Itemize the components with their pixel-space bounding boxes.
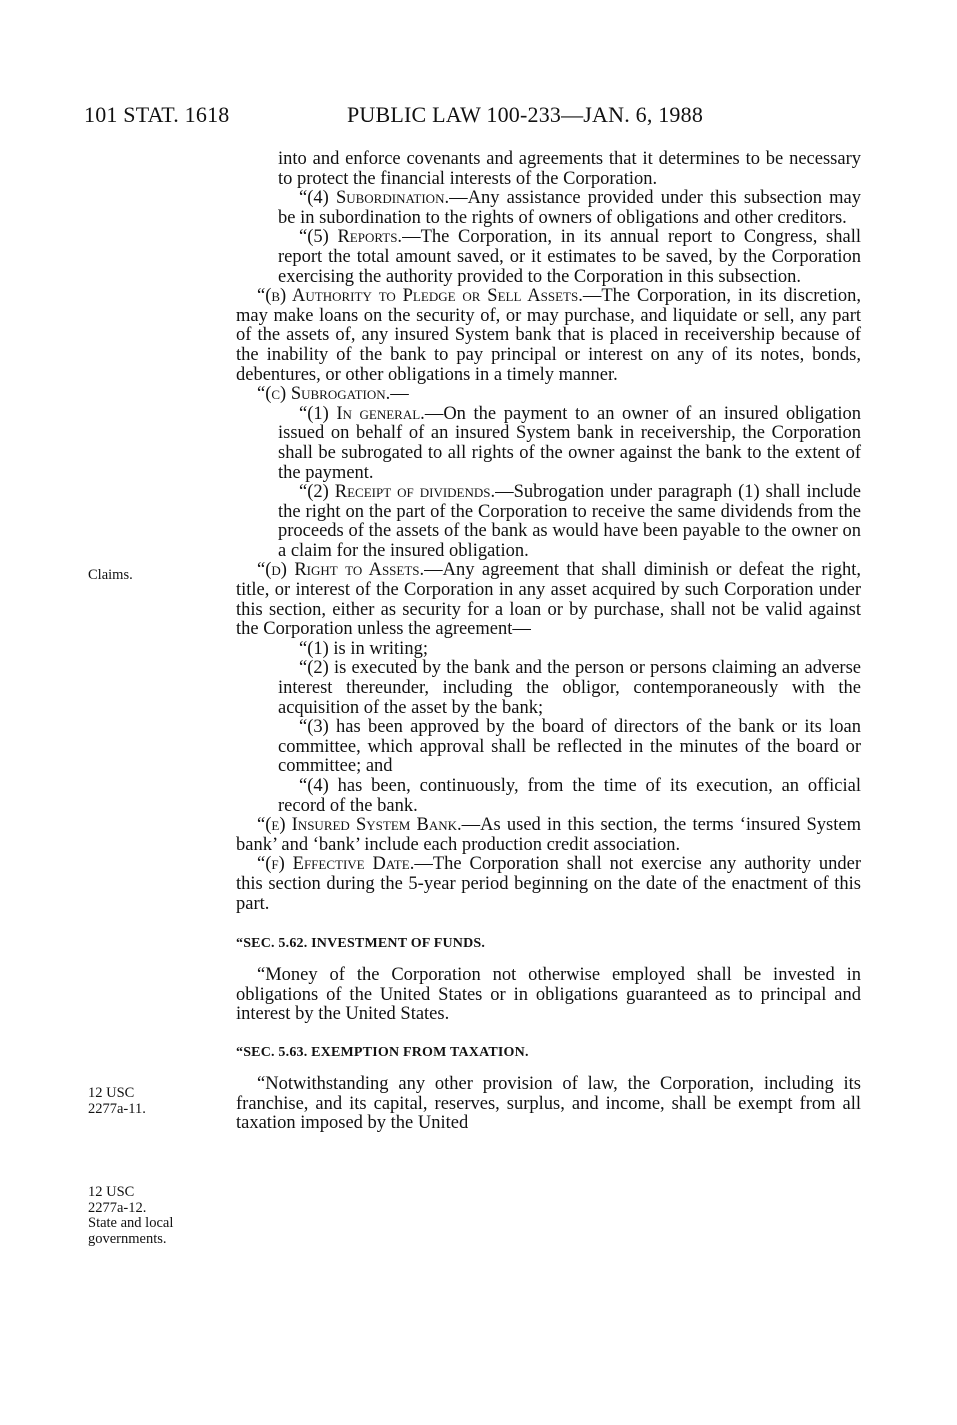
paragraph-heading: “(f) Effective Date. — [257, 854, 415, 875]
paragraph-text: —As used in this section, the terms ‘insured System bank’ and ‘bank’ include each production credit association. — [236, 815, 861, 855]
paragraph-text: —The Corporation shall not exercise any authority under this section during the 5-year period beginning on the date of the enactment of this part. — [236, 854, 861, 914]
paragraph-text: —The Corporation, in its discretion, may make loans on the security of, or may purchase, and liquidate or sell, any part of the assets of, any insured System bank that is placed in receivership because of the inability of the bank to pay principal or interest on any of its notes, bonds, debentures, or other obligations in a timely manner. — [236, 286, 861, 385]
margin-note-line: State and local — [88, 1215, 174, 1231]
paragraph-text: —Any agreement that shall diminish or defeat the right, title, or interest of the Corporation in any asset acquired by such Corporation under this section, either as security for a loan or by purchase, shall not be valid against the Corporation unless the agreement— — [236, 560, 861, 640]
margin-note-line: 12 USC — [88, 1184, 135, 1200]
paragraph-heading: “(2) Receipt of dividends. — [299, 482, 496, 503]
body-text — [236, 150, 861, 1134]
paragraph-effective-date — [236, 855, 861, 914]
paragraph-insured-system-bank — [236, 816, 861, 855]
paragraph-subordination — [194, 189, 861, 228]
paragraph: “Notwithstanding any other provision of law, the Corporation, including its franchise, and its capital, reserves, surplus, and income, shall be exempt from all taxation imposed by the United — [236, 1073, 861, 1134]
paragraph-text: — — [390, 384, 409, 405]
paragraph-heading: “(c) Subrogation. — [257, 384, 391, 405]
paragraph-heading: “(1) In general. — [299, 403, 425, 424]
paragraph: into and enforce covenants and agreements that it determines to be necessary to protect the financial interests of the Corporation. — [278, 149, 861, 189]
margin-note-line: 12 USC — [88, 1085, 135, 1101]
running-header: PUBLIC LAW 100-233—JAN. 6, 1988 — [347, 102, 704, 127]
paragraph-heading: “(b) Authority to Pledge or Sell Assets. — [257, 286, 583, 307]
paragraph-receipt-of-dividends — [278, 483, 861, 561]
paragraph-heading: “(5) Reports. — [299, 227, 403, 248]
paragraph-text: —Any assistance provided under this subsection may be in subordination to the rights of owners of obligations and other creditors. — [278, 188, 861, 228]
paragraph-heading: “(4) Subordination. — [299, 188, 450, 209]
paragraph-text: —The Corporation, in its annual report to Congress, shall report the total amount saved, or it estimates to be saved, by the Corporation exercising the authority provided to the Corporation in this subsection. — [278, 227, 861, 287]
statute-page-number: 101 STAT. 1618 — [84, 102, 230, 127]
paragraph-subrogation — [236, 385, 861, 405]
paragraph-reports — [278, 228, 861, 287]
paragraph: “(1) is in writing; — [299, 638, 428, 659]
margin-note-usc-1 — [88, 1086, 146, 1117]
section-heading-exemption: “SEC. 5.63. EXEMPTION FROM TAXATION. — [236, 1044, 529, 1060]
paragraph: “(2) is executed by the bank and the person or persons claiming an adverse interest thereunder, including the obligor, contemporaneously with the acquisition of the asset by the bank; — [278, 658, 861, 718]
paragraph-text: —Subrogation under paragraph (1) shall include the right on the part of the Corporation to receive the same dividends from the proceeds of the assets of the bank as would have been payable to the owner on a claim for the insured obligation. — [278, 482, 861, 561]
paragraph-in-general — [278, 405, 861, 483]
margin-note-line: governments. — [88, 1230, 167, 1247]
margin-note-line: 2277a-12. — [88, 1199, 147, 1216]
margin-note-usc-2 — [88, 1185, 173, 1247]
paragraph-heading: “(d) Right to Assets. — [257, 560, 425, 581]
paragraph: “Money of the Corporation not otherwise employed shall be invested in obligations of the United States or in obligations guaranteed as to principal and interest by the United States. — [236, 965, 861, 1025]
paragraph-right-to-assets — [236, 561, 861, 639]
margin-note-line: 2277a-11. — [88, 1100, 146, 1117]
paragraph: “(4) has been, continuously, from the time of its execution, an official record of the bank. — [278, 776, 861, 816]
margin-note-claims: Claims. — [88, 567, 133, 583]
paragraph-authority — [236, 287, 861, 385]
paragraph-text: —On the payment to an owner of an insured obligation issued on behalf of an insured System bank in receivership, the Corporation shall be subrogated to all rights of the owner against the bank to the extent of the payment. — [278, 403, 861, 483]
paragraph: “(3) has been approved by the board of directors of the bank or its loan committee, which approval shall be reflected in the minutes of the board or committee; and — [278, 717, 861, 777]
paragraph-heading: “(e) Insured System Bank. — [257, 815, 462, 836]
section-heading-investment: “SEC. 5.62. INVESTMENT OF FUNDS. — [236, 936, 486, 952]
